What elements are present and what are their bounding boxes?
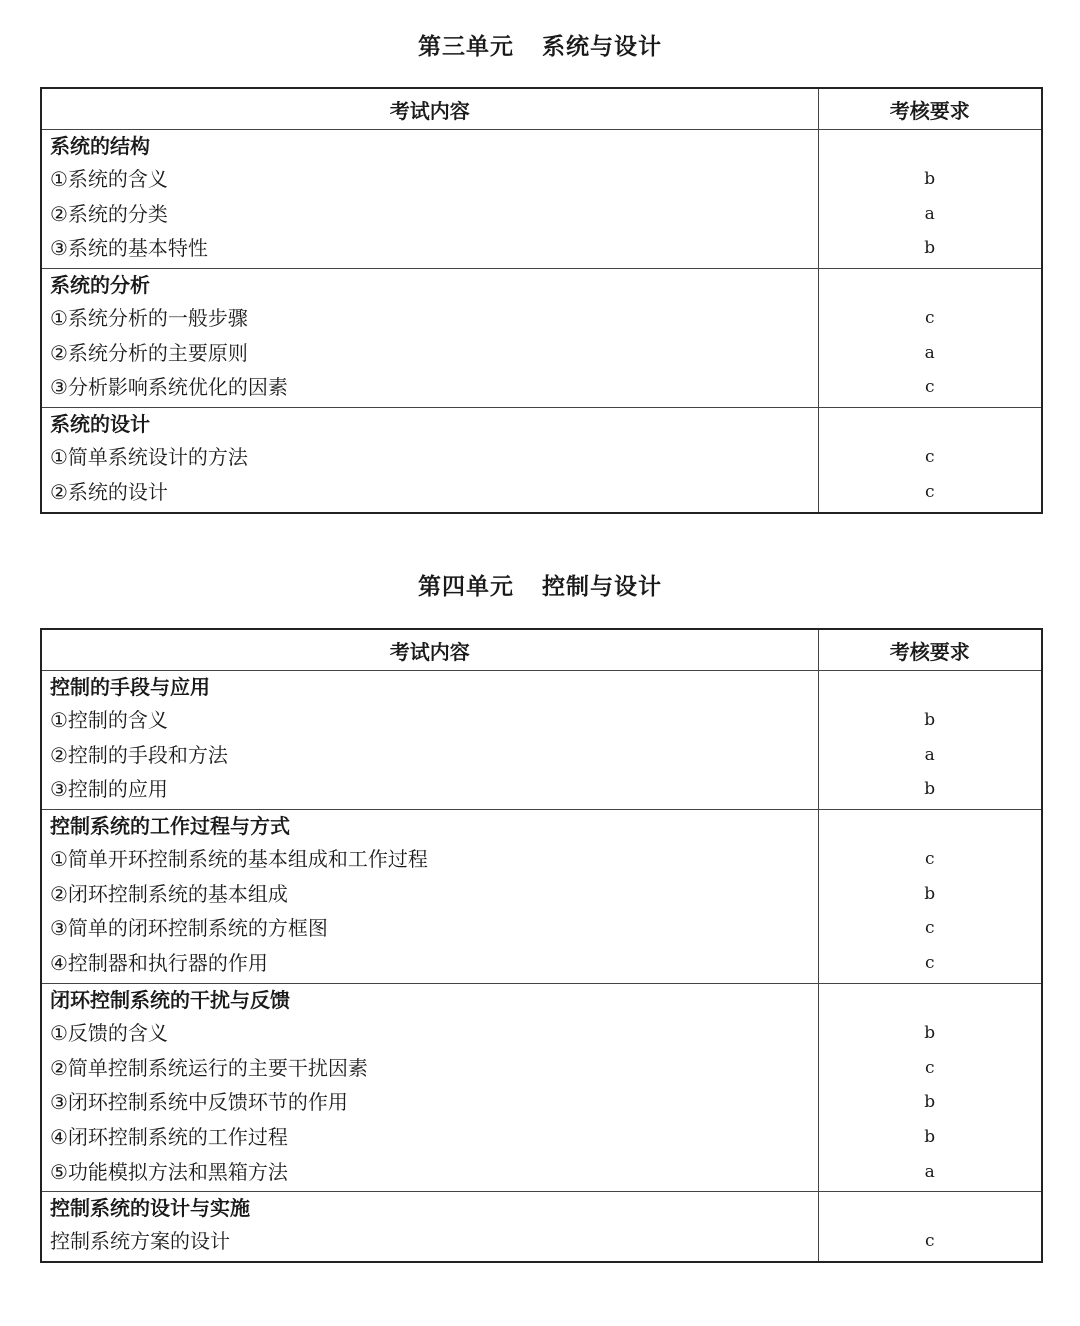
item-text: ①简单系统设计的方法 [50,445,248,470]
item-grade: b [924,883,936,904]
unit-3-title [0,28,1080,61]
item-grade: c [924,447,935,468]
item-grade: c [924,918,935,939]
item-text: 控制系统方案的设计 [50,1229,230,1254]
item-text: ③闭环控制系统中反馈环节的作用 [50,1090,348,1115]
item-text: ④闭环控制系统的工作过程 [50,1124,288,1149]
group-design [41,408,1042,513]
item-text: ①简单开环控制系统的基本组成和工作过程 [50,847,428,872]
unit-4-title [0,568,1080,601]
group-control-process [41,810,1042,984]
item-text: ②控制的手段和方法 [50,742,228,767]
item-grade: c [924,953,935,974]
unit-4-name: 控制与设计 [542,574,662,600]
item-text: ④控制器和执行器的作用 [50,951,268,976]
item-text: ②闭环控制系统的基本组成 [50,881,288,906]
header-content: 考试内容 [41,88,818,130]
item-grade: a [924,203,935,224]
group-structure [41,130,1042,269]
group-heading: 控制系统的工作过程与方式 [50,814,290,839]
group-heading: 系统的结构 [50,134,150,158]
item-grade: c [924,481,935,502]
item-grade: b [924,710,936,730]
item-text: ②简单控制系统运行的主要干扰因素 [50,1055,368,1080]
item-text: ②系统的设计 [50,479,168,504]
group-feedback [41,983,1042,1191]
item-text: ②系统分析的主要原则 [50,340,248,365]
unit-4-number: 第四单元 [418,574,514,600]
item-grade: a [924,744,935,765]
item-grade: b [924,1022,936,1043]
group-heading: 系统的分析 [50,273,150,298]
header-requirement: 考核要求 [818,88,1042,130]
item-text: ③控制的应用 [50,777,168,802]
item-text: ③系统的基本特性 [50,236,208,261]
item-grade: c [924,1057,935,1078]
header-content: 考试内容 [41,629,818,671]
group-heading: 控制的手段与应用 [50,675,210,699]
item-grade: b [924,779,936,800]
group-implementation [41,1192,1042,1262]
item-grade: b [924,169,936,189]
group-heading: 系统的设计 [50,412,150,437]
group-control-means [41,671,1042,810]
item-text: ①系统的含义 [50,167,168,191]
group-heading: 控制系统的设计与实施 [50,1196,250,1221]
item-grade: b [924,238,936,259]
item-grade: c [924,308,935,329]
item-grade: c [924,377,935,398]
item-text: ①反馈的含义 [50,1020,168,1045]
unit-4-table [40,628,1043,1263]
group-analysis [41,269,1042,408]
item-text: ③简单的闭环控制系统的方框图 [50,916,328,941]
group-heading: 闭环控制系统的干扰与反馈 [50,987,290,1012]
item-text: ①控制的含义 [50,708,168,732]
item-text: ⑤功能模拟方法和黑箱方法 [50,1159,288,1184]
unit-3-table [40,87,1043,514]
item-text: ①系统分析的一般步骤 [50,306,248,331]
item-grade: b [924,1126,936,1147]
item-text: ③分析影响系统优化的因素 [50,375,288,400]
unit-3-number: 第三单元 [418,34,514,60]
item-grade: c [924,1231,935,1252]
item-grade: a [924,1161,935,1182]
item-grade: b [924,1092,936,1113]
item-grade: c [924,849,935,870]
item-text: ②系统的分类 [50,201,168,226]
item-grade: a [924,342,935,363]
unit-3-name: 系统与设计 [542,34,662,60]
header-requirement: 考核要求 [818,629,1042,671]
